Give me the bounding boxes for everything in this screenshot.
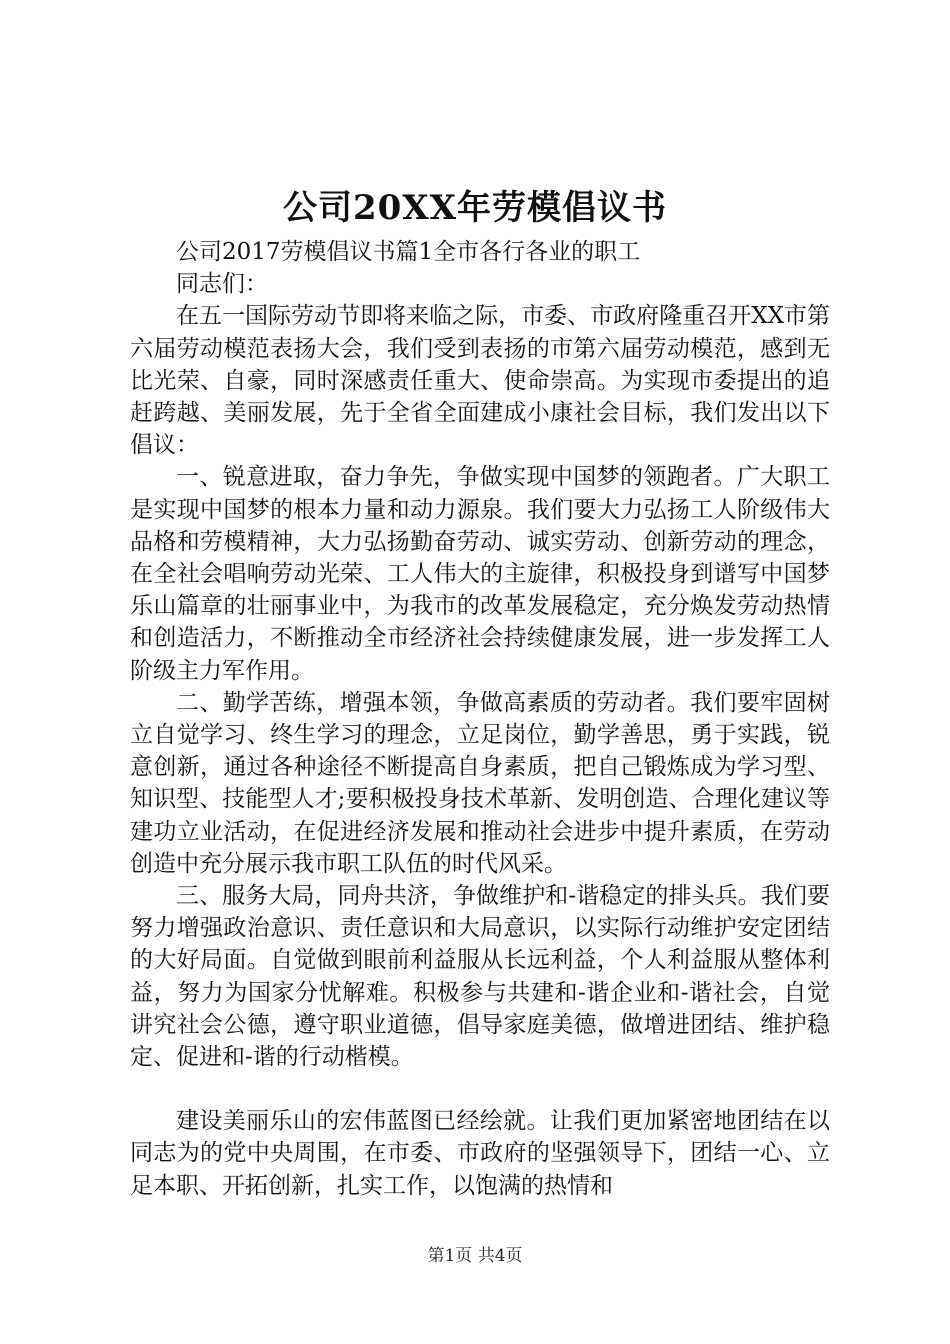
paragraph-preamble: 在五一国际劳动节即将来临之际，市委、市政府隆重召开XX市第六届劳动模范表扬大会，我们受到表扬的市第六届劳动模范，感到无比光荣、自豪，同时深感责任重大、使命崇高。为实现市委提出的追赶跨越、美丽发展，先于全省全面建成小康社会目标，我们发出以下倡议： — [130, 303, 830, 459]
paragraph-closing: 建设美丽乐山的宏伟蓝图已经绘就。让我们更加紧密地团结在以同志为的党中央周围，在市委、市政府的坚强领导下，团结一心、立足本职、开拓创新，扎实工作，以饱满的热情和 — [130, 1108, 830, 1199]
paragraph-point-three: 三、服务大局，同舟共济，争做维护和-谐稳定的排头兵。我们要努力增强政治意识、责任意识和大局意识，以实际行动维护安定团结的大好局面。自觉做到眼前利益服从长远利益，个人利益服从整体利益，努力为国家分忧解难。积极参与共建和-谐企业和-谐社会，自觉讲究社会公德，遵守职业道德，倡导家庭美德，做增进团结、维护稳定、促进和-谐的行动楷模。 — [130, 883, 830, 1071]
document-title: 公司20XX年劳模倡议书 — [282, 188, 668, 228]
paragraph-point-one: 一、锐意进取，奋力争先，争做实现中国梦的领跑者。广大职工是实现中国梦的根本力量和动力源泉。我们要大力弘扬工人阶级伟大品格和劳模精神，大力弘扬勤奋劳动、诚实劳动、创新劳动的理念，在全社会唱响劳动光荣、工人伟大的主旋律，积极投身到谱写中国梦乐山篇章的壮丽事业中，为我市的改革发展稳定，充分焕发劳动热情和创造活力，不断推动全市经济社会持续健康发展，进一步发挥工人阶级主力军作用。 — [130, 464, 830, 684]
paragraph-intro: 公司2017劳模倡议书篇1全市各行各业的职工 — [176, 239, 641, 265]
page-footer: 第1页 共4页 — [427, 1246, 523, 1266]
paragraph-point-two: 二、勤学苦练，增强本领，争做高素质的劳动者。我们要牢固树立自觉学习、终生学习的理念，立足岗位，勤学善思，勇于实践，锐意创新，通过各种途径不断提高自身素质，把自己锻炼成为学习型、知识型、技能型人才;要积极投身技术革新、发明创造、合理化建议等建功立业活动，在促进经济发展和推动社会进步中提升素质，在劳动创造中充分展示我市职工队伍的时代风采。 — [130, 689, 830, 877]
paragraph-salutation: 同志们： — [176, 271, 268, 298]
document-body — [130, 236, 830, 1202]
